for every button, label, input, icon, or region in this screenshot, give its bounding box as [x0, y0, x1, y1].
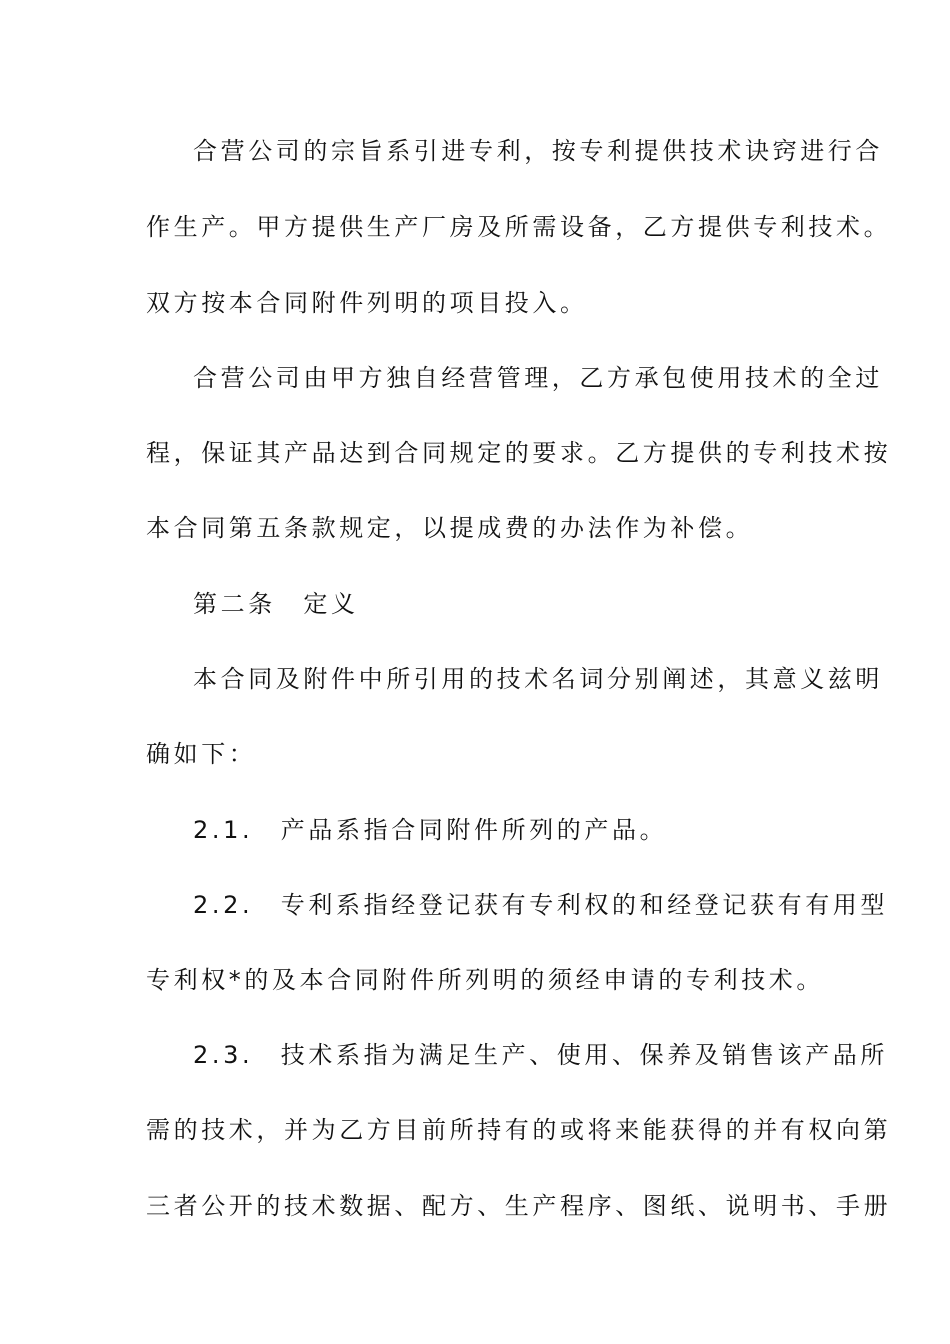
clause-2-2-line-1: 2.2. 专利系指经登记获有专利权的和经登记获有有用型: [193, 891, 888, 919]
clause-2-2-line-2: 专利权*的及本合同附件所列明的须经申请的专利技术。: [146, 966, 824, 994]
section-heading: 第二条 定义: [193, 590, 359, 618]
paragraph-1-line-2: 作生产。甲方提供生产厂房及所需设备，乙方提供专利技术。: [146, 213, 892, 241]
paragraph-2-line-2: 程，保证其产品达到合同规定的要求。乙方提供的专利技术按: [146, 439, 892, 467]
clause-2-3-line-2: 需的技术，并为乙方目前所持有的或将来能获得的并有权向第: [146, 1116, 892, 1144]
paragraph-2-line-3: 本合同第五条款规定，以提成费的办法作为补偿。: [146, 514, 754, 542]
paragraph-3-line-1: 本合同及附件中所引用的技术名词分别阐述，其意义兹明: [193, 665, 883, 693]
clause-2-3-line-3: 三者公开的技术数据、配方、生产程序、图纸、说明书、手册: [146, 1192, 892, 1220]
clause-2-1: 2.1. 产品系指合同附件所列的产品。: [193, 816, 668, 844]
paragraph-1-line-1: 合营公司的宗旨系引进专利，按专利提供技术诀窍进行合: [193, 137, 883, 165]
clause-2-3-line-1: 2.3. 技术系指为满足生产、使用、保养及销售该产品所: [193, 1041, 888, 1069]
paragraph-3-line-2: 确如下：: [146, 740, 257, 768]
paragraph-2-line-1: 合营公司由甲方独自经营管理，乙方承包使用技术的全过: [193, 364, 883, 392]
paragraph-1-line-3: 双方按本合同附件列明的项目投入。: [146, 289, 588, 317]
